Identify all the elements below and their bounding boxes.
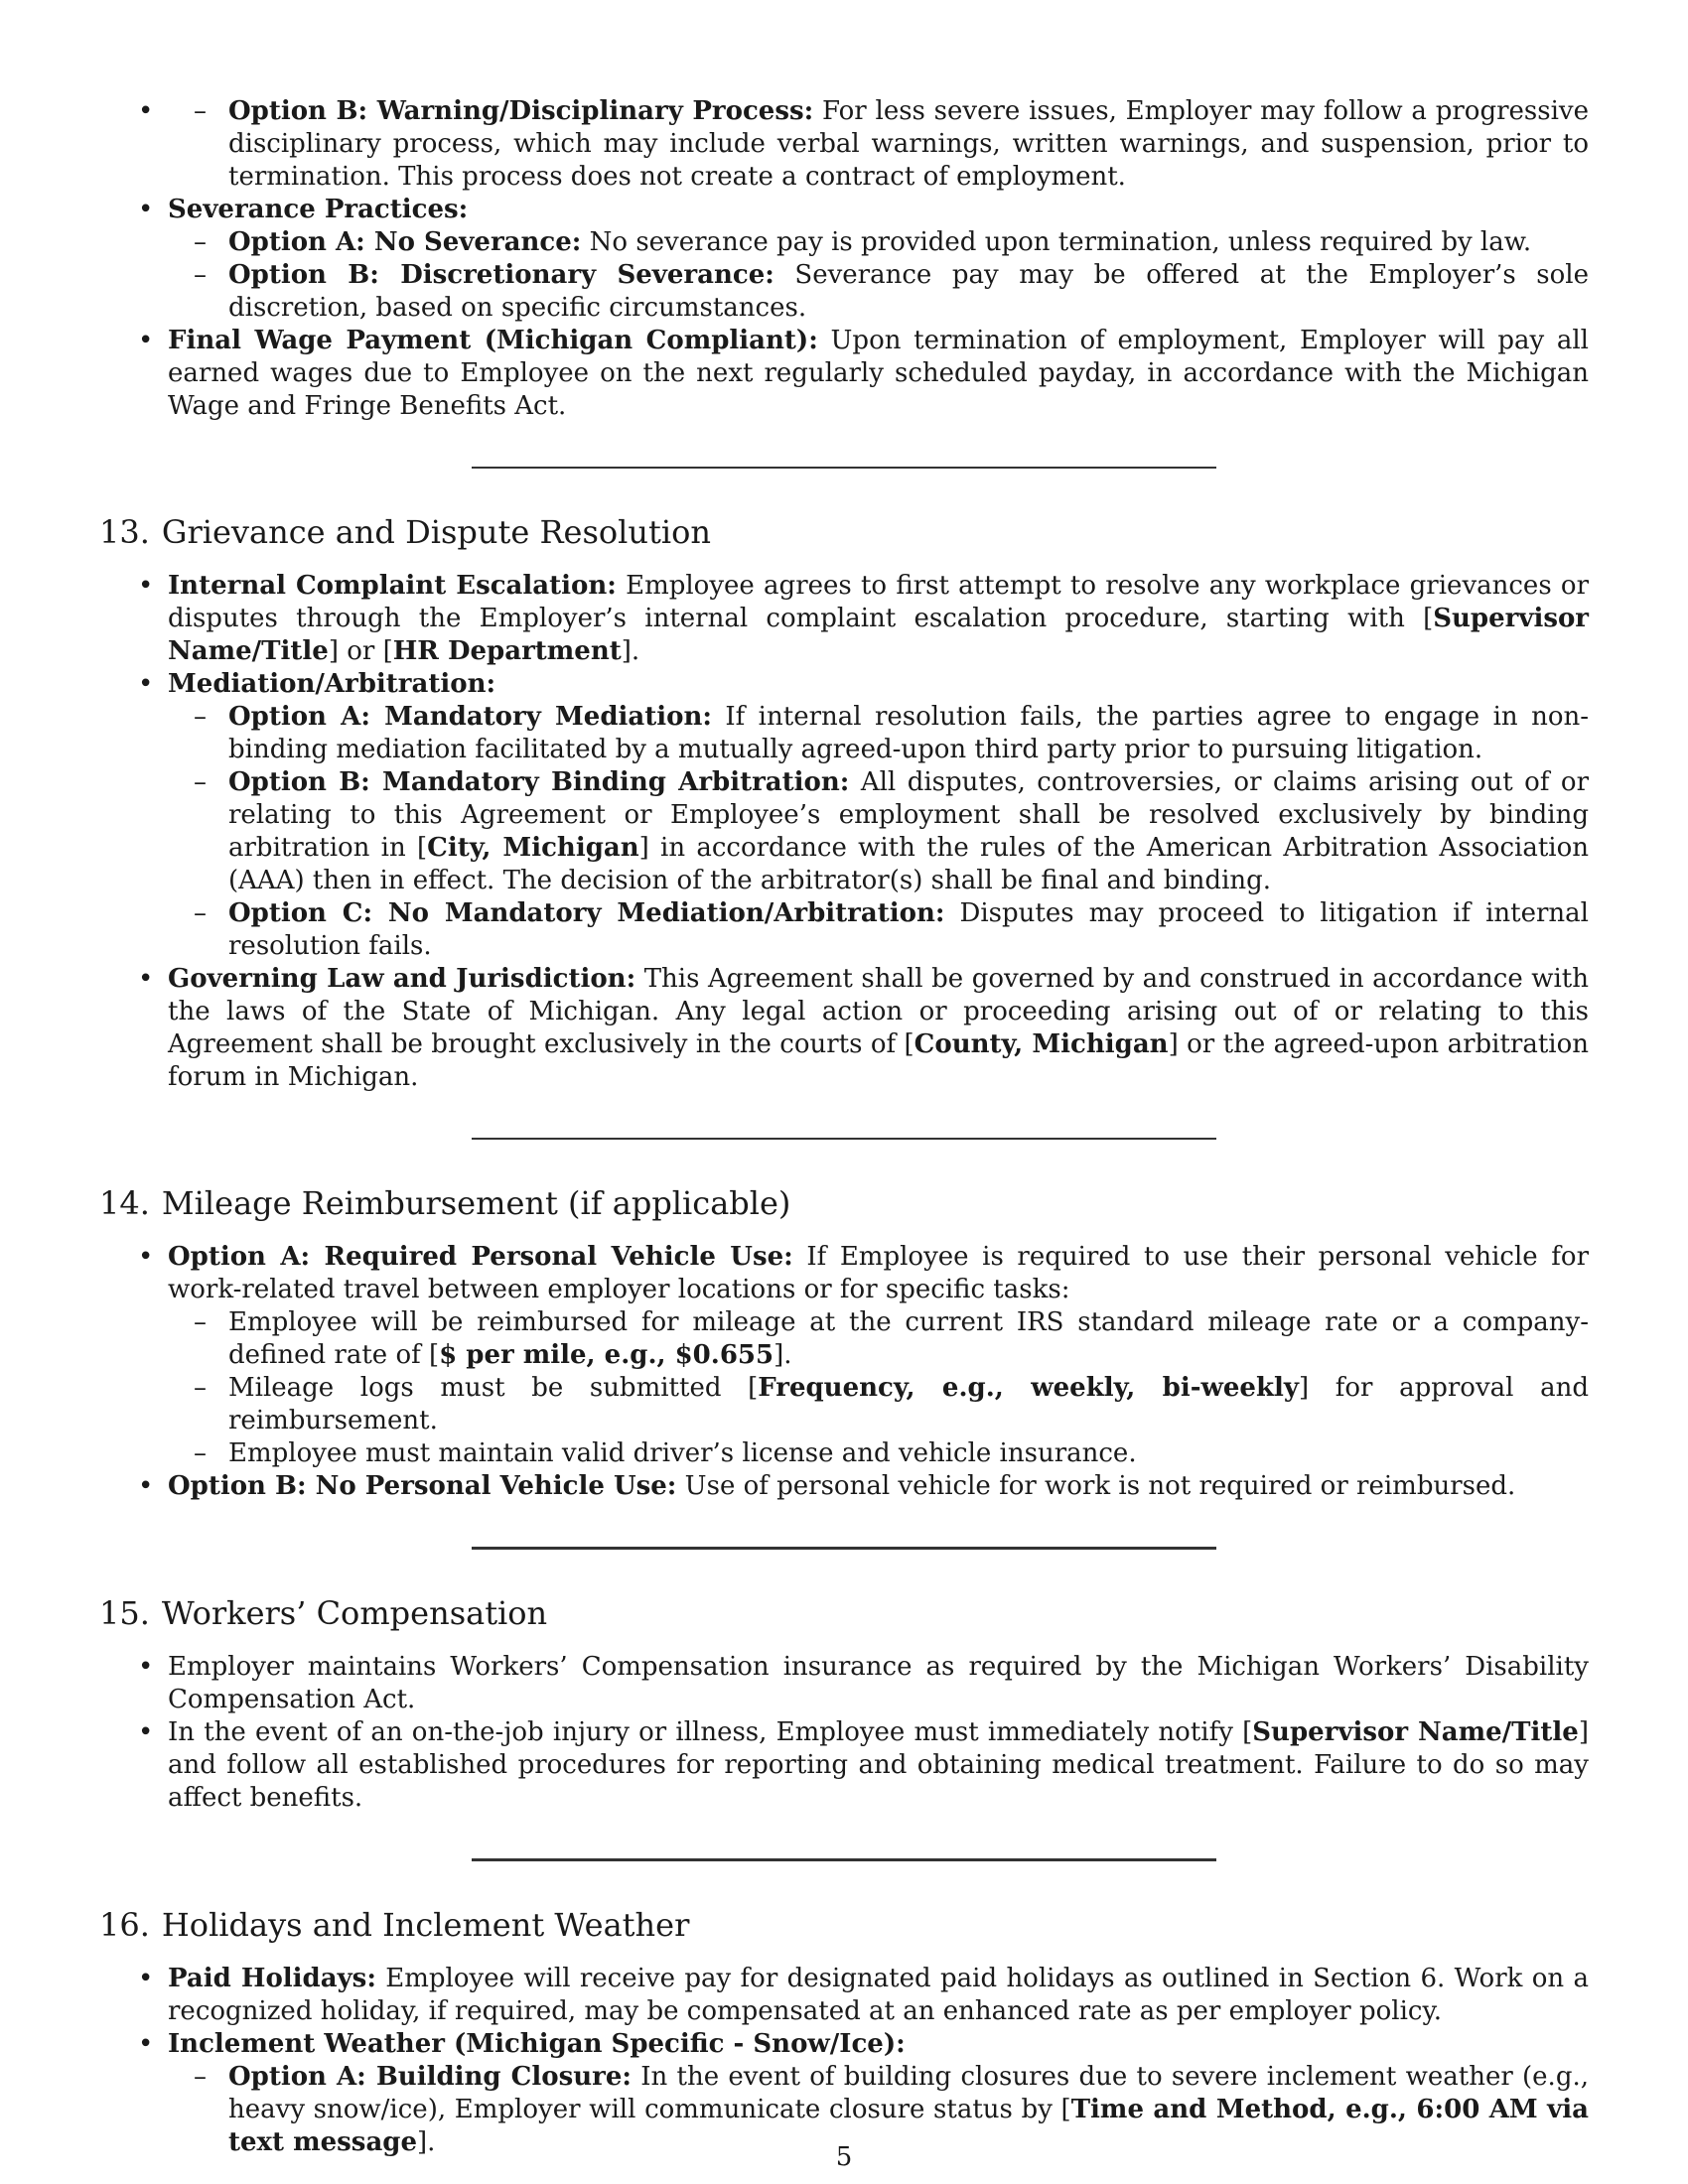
section-16-list — [99, 1963, 1589, 2159]
inclement-weather-item: • Inclement Weather (Michigan Specific - Snow/Ice): – Option A: Building Closure: In the event of building closures due to severe inclement weather (e.g., heavy snow/ice), Employer will communicate closure status by [Time and Method, e.g., 6:00 AM via text message]. — [168, 2028, 1589, 2159]
mediation-option-c: – Option C: No Mandatory Mediation/Arbitration: Disputes may proceed to litigation if internal resolution fails. — [228, 897, 1589, 963]
mileage-option-b: • Option B: No Personal Vehicle Use: Use of personal vehicle for work is not required or reimbursed. — [168, 1470, 1589, 1503]
license-insurance-item: – Employee must maintain valid driver’s license and vehicle insurance. — [228, 1437, 1589, 1470]
severance-item: • Severance Practices: – Option A: No Severance: No severance pay is provided upon termination, unless required by law. – Option B: Discretionary Severance: Severance pay may be offered at the Employer’s sole discretion, based on specific circumstances. — [168, 194, 1589, 325]
building-closure-option: – Option A: Building Closure: In the event of building closures due to severe inclement weather (e.g., heavy snow/ice), Employer will communicate closure status by [Time and Method, e.g., 6:00 AM via text message]. — [228, 2061, 1589, 2159]
mileage-logs-item: – Mileage logs must be submitted [Frequency, e.g., weekly, bi-weekly] for approval and reimbursement. — [228, 1372, 1589, 1437]
option-b-warning-item: – • Option B: Warning/Disciplinary Process: For less severe issues, Employer may follow a progressive disciplinary process, which may include verbal warnings, written warnings, and suspension, prior to termination. This process does not create a contract of employment. — [228, 95, 1589, 194]
section-divider — [472, 1547, 1216, 1550]
section-divider — [472, 1138, 1216, 1140]
internal-complaint-item: • Internal Complaint Escalation: Employee agrees to first attempt to resolve any workplace grievances or disputes through the Employer’s internal complaint escalation procedure, starting with [Supervisor Name/Title] or [HR Department]. — [168, 570, 1589, 668]
mediation-option-a: – Option A: Mandatory Mediation: If internal resolution fails, the parties agree to engage in non-binding mediation facilitated by a mutually agreed-upon third party prior to pursuing litigation. — [228, 701, 1589, 766]
section-14-list — [99, 1241, 1589, 1503]
section-15-heading: 15. Workers’ Compensation — [99, 1594, 548, 1632]
workers-comp-insurance-item: • Employer maintains Workers’ Compensation insurance as required by the Michigan Workers’ Disability Compensation Act. — [168, 1651, 1589, 1716]
section-13-heading: 13. Grievance and Dispute Resolution — [99, 513, 711, 551]
mediation-option-b: – Option B: Mandatory Binding Arbitration: All disputes, controversies, or claims arising out of or relating to this Agreement or Employee’s employment shall be resolved exclusively by binding arbitration in [City, Michigan] in accordance with the rules of the American Arbitration Association (AAA) then in effect. The decision of the arbitrator(s) shall be final and binding. — [228, 766, 1589, 897]
section-13-list — [99, 570, 1589, 1094]
paid-holidays-item: • Paid Holidays: Employee will receive pay for designated paid holidays as outlined in Section 6. Work on a recognized holiday, if required, may be compensated at an enhanced rate as per employer policy. — [168, 1963, 1589, 2028]
section-15-list — [99, 1651, 1589, 1815]
document-page — [99, 95, 1589, 2159]
mileage-rate-item: – Employee will be reimbursed for mileage at the current IRS standard mileage rate or a company-defined rate of [$ per mile, e.g., $0.655]. — [228, 1306, 1589, 1372]
final-wage-item: • Final Wage Payment (Michigan Compliant): Upon termination of employment, Employer will pay all earned wages due to Employee on the next regularly scheduled payday, in accordance with the Michigan Wage and Fringe Benefits Act. — [168, 325, 1589, 423]
governing-law-item: • Governing Law and Jurisdiction: This Agreement shall be governed by and construed in accordance with the laws of the State of Michigan. Any legal action or proceeding arising out of or relating to this Agreement shall be brought exclusively in the courts of [County, Michigan] or the agreed-upon arbitration forum in Michigan. — [168, 963, 1589, 1094]
section-14-heading: 14. Mileage Reimbursement (if applicable) — [99, 1184, 791, 1222]
severance-option-b: – Option B: Discretionary Severance: Severance pay may be offered at the Employer’s sole discretion, based on specific circumstances. — [228, 259, 1589, 325]
section-16-heading: 16. Holidays and Inclement Weather — [99, 1906, 690, 1944]
section-divider — [472, 467, 1216, 469]
injury-notify-item: • In the event of an on-the-job injury or illness, Employee must immediately notify [Supervisor Name/Title] and follow all established procedures for reporting and obtaining medical treatment. Failure to do so may affect benefits. — [168, 1716, 1589, 1815]
section-divider — [472, 1858, 1216, 1861]
page-number: 5 — [835, 2142, 853, 2172]
termination-continued-list — [99, 95, 1589, 423]
mediation-item: • Mediation/Arbitration: – Option A: Mandatory Mediation: If internal resolution fails, the parties agree to engage in non-binding mediation facilitated by a mutually agreed-upon third party prior to pursuing litigation. – Option B: Mandatory Binding Arbitration: All disputes, controversies, or claims arising out of or relating to this Agreement or Employee’s employment shall be resolved exclusively by binding arbitration in [City, Michigan] in accordance with the rules of the American Arbitration Association (AAA) then in effect. The decision of the arbitrator(s) shall be final and binding. – Option C: No Mandatory Mediation/Arbitration: Disputes may proceed to litigation if internal resolution fails. — [168, 668, 1589, 963]
list-item — [168, 95, 1589, 194]
severance-option-a: – Option A: No Severance: No severance pay is provided upon termination, unless required by law. — [228, 226, 1589, 259]
mileage-option-a: • Option A: Required Personal Vehicle Use: If Employee is required to use their personal vehicle for work-related travel between employer locations or for specific tasks: – Employee will be reimbursed for mileage at the current IRS standard mileage rate or a company-defined rate of [$ per mile, e.g., $0.655]. – Mileage logs must be submitted [Frequency, e.g., weekly, bi-weekly] for approval and reimbursement. – Employee must maintain valid driver’s license and vehicle insurance. — [168, 1241, 1589, 1470]
